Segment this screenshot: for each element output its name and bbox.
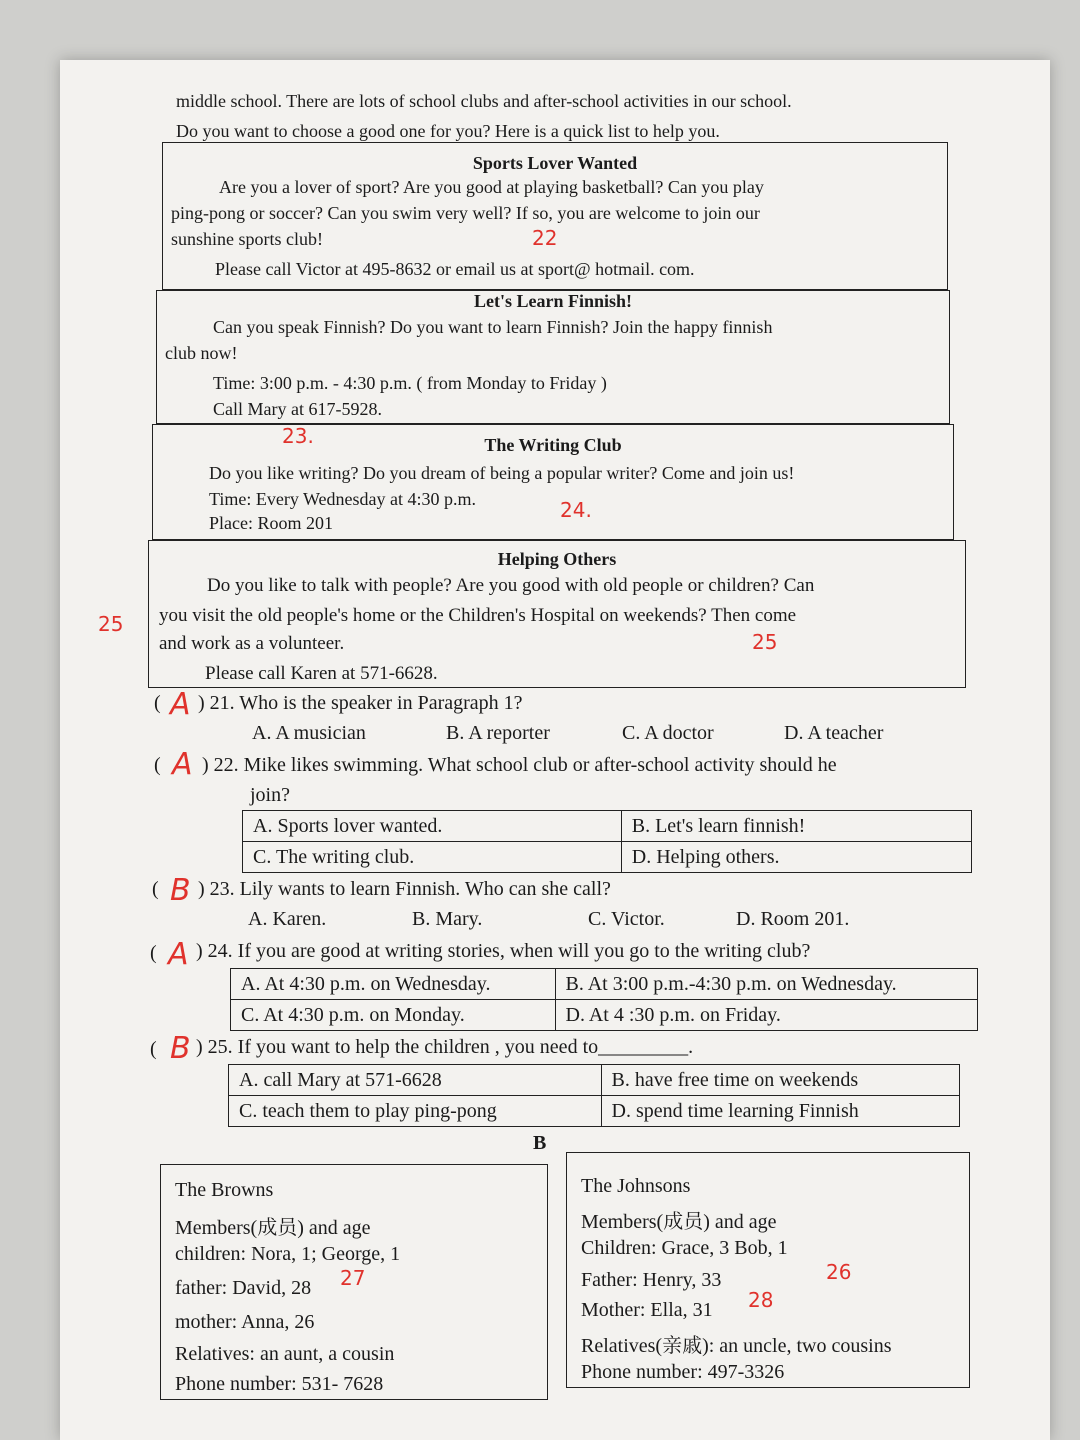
options-22 bbox=[242, 810, 972, 873]
ad-line: Call Mary at 617-5928. bbox=[213, 399, 382, 419]
option-22-d: D. Helping others. bbox=[621, 842, 971, 873]
family-members: Members(成员) and age bbox=[175, 1217, 371, 1239]
ad-line: you visit the old people's home or the Children's Hospital on weekends? Then come bbox=[159, 605, 797, 626]
pen-mark-27: 27 bbox=[340, 1266, 366, 1290]
option-25-d: D. spend time learning Finnish bbox=[601, 1096, 959, 1127]
ad-learn-finnish bbox=[156, 290, 950, 424]
pen-mark-25-left: 25 bbox=[98, 612, 124, 636]
ad-line: Do you like to talk with people? Are you good with old people or children? Can bbox=[207, 575, 815, 596]
ad-title: The Writing Club bbox=[484, 435, 622, 455]
question-24: ) 24. If you are good at writing stories, when will you go to the writing club? bbox=[196, 940, 811, 962]
family-mother: mother: Anna, 26 bbox=[175, 1311, 315, 1333]
ad-writing-club bbox=[152, 424, 954, 540]
option-23-b: B. Mary. bbox=[412, 908, 483, 930]
family-phone: Phone number: 531- 7628 bbox=[175, 1373, 384, 1395]
option-22-b: B. Let's learn finnish! bbox=[621, 811, 971, 842]
ad-line: Time: Every Wednesday at 4:30 p.m. bbox=[209, 489, 477, 509]
family-children: children: Nora, 1; George, 1 bbox=[175, 1243, 401, 1265]
ad-line: Are you a lover of sport? Are you good at playing basketball? Can you play bbox=[219, 177, 764, 197]
ad-line: Please call Victor at 495-8632 or email us at sport@ hotmail. com. bbox=[215, 259, 695, 279]
ad-line: Place: Room 201 bbox=[209, 513, 333, 533]
option-23-a: A. Karen. bbox=[248, 908, 327, 930]
question-25: ) 25. If you want to help the children , you need to_________. bbox=[196, 1036, 694, 1058]
paren-open: ( bbox=[154, 754, 161, 776]
answer-22: A bbox=[172, 747, 193, 782]
question-22: ) 22. Mike likes swimming. What school club or after-school activity should he bbox=[202, 754, 837, 776]
intro-line-1: middle school. There are lots of school clubs and after-school activities in our school. bbox=[176, 91, 792, 111]
family-children: Children: Grace, 3 Bob, 1 bbox=[581, 1237, 788, 1259]
ad-helping-others bbox=[148, 540, 966, 688]
ad-line: Time: 3:00 p.m. - 4:30 p.m. ( from Monday to Friday ) bbox=[213, 373, 607, 393]
options-24 bbox=[230, 968, 978, 1031]
pen-mark-25-right: 25 bbox=[752, 630, 778, 654]
paren-open: ( bbox=[152, 878, 159, 900]
answer-24: A bbox=[168, 937, 189, 972]
question-22-cont: join? bbox=[250, 784, 290, 806]
family-father: father: David, 28 bbox=[175, 1277, 312, 1299]
ad-line: ping-pong or soccer? Can you swim very well? If so, you are welcome to join our bbox=[171, 203, 760, 223]
ad-title: Let's Learn Finnish! bbox=[473, 291, 633, 311]
option-21-b: B. A reporter bbox=[446, 722, 550, 744]
family-members: Members(成员) and age bbox=[581, 1211, 777, 1233]
ad-title: Sports Lover Wanted bbox=[472, 153, 638, 173]
family-johnsons-card bbox=[566, 1152, 970, 1388]
family-title: The Johnsons bbox=[581, 1175, 691, 1197]
ad-sports-lover bbox=[162, 142, 948, 290]
option-24-b: B. At 3:00 p.m.-4:30 p.m. on Wednesday. bbox=[555, 969, 978, 1000]
family-mother: Mother: Ella, 31 bbox=[581, 1299, 713, 1321]
ad-line: club now! bbox=[165, 343, 238, 363]
ad-line: Do you like writing? Do you dream of being a popular writer? Come and join us! bbox=[209, 463, 795, 483]
option-21-a: A. A musician bbox=[252, 722, 366, 744]
ad-line: Can you speak Finnish? Do you want to learn Finnish? Join the happy finnish bbox=[213, 317, 773, 337]
option-24-c: C. At 4:30 p.m. on Monday. bbox=[231, 1000, 556, 1031]
ad-title: Helping Others bbox=[497, 549, 617, 569]
family-relatives: Relatives: an aunt, a cousin bbox=[175, 1343, 395, 1365]
option-25-b: B. have free time on weekends bbox=[601, 1065, 959, 1096]
option-25-c: C. teach them to play ping-pong bbox=[229, 1096, 602, 1127]
ad-line: and work as a volunteer. bbox=[159, 633, 345, 654]
options-25 bbox=[228, 1064, 960, 1127]
question-23: ) 23. Lily wants to learn Finnish. Who can she call? bbox=[198, 878, 611, 900]
option-22-a: A. Sports lover wanted. bbox=[243, 811, 622, 842]
paren-open: ( bbox=[150, 942, 157, 964]
option-23-c: C. Victor. bbox=[588, 908, 665, 930]
option-22-c: C. The writing club. bbox=[243, 842, 622, 873]
pen-mark-24: 24. bbox=[560, 498, 592, 522]
pen-mark-28: 28 bbox=[748, 1288, 774, 1312]
option-21-d: D. A teacher bbox=[784, 722, 884, 744]
family-father: Father: Henry, 33 bbox=[581, 1269, 722, 1291]
paren-open: ( bbox=[150, 1038, 157, 1060]
option-25-a: A. call Mary at 571-6628 bbox=[229, 1065, 602, 1096]
option-23-d: D. Room 201. bbox=[736, 908, 850, 930]
ad-line: sunshine sports club! bbox=[171, 229, 323, 249]
family-title: The Browns bbox=[175, 1179, 274, 1201]
pen-mark-22: 22 bbox=[532, 226, 558, 250]
ad-line: Please call Karen at 571-6628. bbox=[205, 663, 438, 684]
option-24-d: D. At 4 :30 p.m. on Friday. bbox=[555, 1000, 978, 1031]
answer-23: B bbox=[170, 873, 191, 908]
paren-open: ( bbox=[154, 692, 161, 714]
answer-21: A bbox=[170, 687, 191, 722]
intro-line-2: Do you want to choose a good one for you? Here is a quick list to help you. bbox=[176, 121, 720, 141]
pen-mark-26: 26 bbox=[826, 1260, 852, 1284]
pen-mark-23: 23. bbox=[282, 424, 314, 448]
option-24-a: A. At 4:30 p.m. on Wednesday. bbox=[231, 969, 556, 1000]
option-21-c: C. A doctor bbox=[622, 722, 714, 744]
family-relatives: Relatives(亲戚): an uncle, two cousins bbox=[581, 1335, 892, 1357]
question-21: ) 21. Who is the speaker in Paragraph 1? bbox=[198, 692, 523, 714]
section-b-heading: B bbox=[533, 1132, 547, 1154]
family-phone: Phone number: 497-3326 bbox=[581, 1361, 785, 1383]
answer-25: B bbox=[170, 1031, 191, 1066]
